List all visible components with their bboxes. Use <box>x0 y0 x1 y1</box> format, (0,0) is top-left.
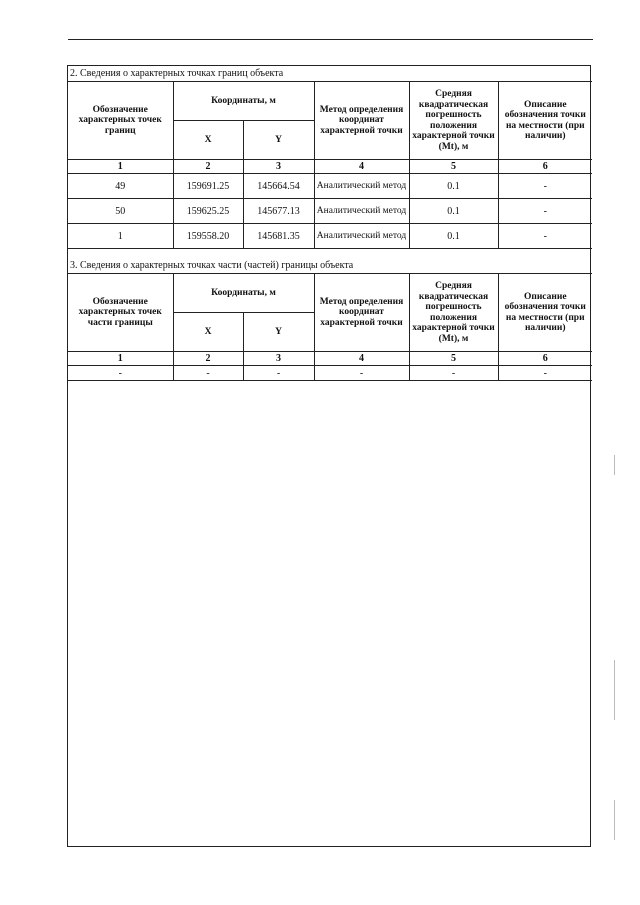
coord-y: 145677.13 <box>243 199 314 224</box>
header-y: Y <box>243 313 314 352</box>
error-value: - <box>409 366 498 381</box>
table-part-boundary-points <box>68 258 592 381</box>
column-number-row <box>68 352 592 366</box>
method: Аналитический метод <box>314 199 409 224</box>
column-number: 2 <box>173 160 243 174</box>
column-number-row <box>68 160 592 174</box>
column-number: 2 <box>173 352 243 366</box>
header-coordinates: Координаты, м <box>173 82 314 121</box>
coord-x: 159691.25 <box>173 174 243 199</box>
coord-x: 159558.20 <box>173 224 243 249</box>
point-id: 50 <box>68 199 173 224</box>
column-number: 1 <box>68 352 173 366</box>
scan-edge-mark <box>614 800 615 840</box>
top-rule <box>68 39 593 40</box>
header-y: Y <box>243 121 314 160</box>
point-description: - <box>498 199 592 224</box>
scan-edge-mark <box>614 660 615 720</box>
column-number: 5 <box>409 160 498 174</box>
table-row <box>68 174 592 199</box>
table-row <box>68 199 592 224</box>
header-designation: Обозначение характерных точек границ <box>68 82 173 160</box>
column-number: 5 <box>409 352 498 366</box>
column-number: 4 <box>314 352 409 366</box>
header-error: Средняя квадратическая погрешность положения характерной точки (Mt), м <box>409 82 498 160</box>
table-row <box>68 366 592 381</box>
error-value: 0.1 <box>409 199 498 224</box>
header-description: Описание обозначения точки на местности (при наличии) <box>498 274 592 352</box>
header-description: Описание обозначения точки на местности (при наличии) <box>498 82 592 160</box>
header-designation: Обозначение характерных точек части границы <box>68 274 173 352</box>
column-number: 6 <box>498 160 592 174</box>
header-x: X <box>173 121 243 160</box>
method: Аналитический метод <box>314 174 409 199</box>
table-row <box>68 224 592 249</box>
document-frame <box>67 65 591 847</box>
point-id: 49 <box>68 174 173 199</box>
section-caption: 2. Сведения о характерных точках границ объекта <box>68 66 592 82</box>
point-description: - <box>498 366 592 381</box>
method: - <box>314 366 409 381</box>
column-number: 3 <box>243 352 314 366</box>
coord-y: 145664.54 <box>243 174 314 199</box>
coord-y: 145681.35 <box>243 224 314 249</box>
column-number: 4 <box>314 160 409 174</box>
header-method: Метод определения координат характерной точки <box>314 274 409 352</box>
header-error: Средняя квадратическая погрешность положения характерной точки (Mt), м <box>409 274 498 352</box>
table-boundary-points <box>68 66 592 249</box>
scan-edge-mark <box>614 455 615 475</box>
header-method: Метод определения координат характерной точки <box>314 82 409 160</box>
header-x: X <box>173 313 243 352</box>
column-number: 6 <box>498 352 592 366</box>
point-description: - <box>498 224 592 249</box>
coord-y: - <box>243 366 314 381</box>
error-value: 0.1 <box>409 174 498 199</box>
column-number: 1 <box>68 160 173 174</box>
section-caption: 3. Сведения о характерных точках части (частей) границы объекта <box>68 258 592 274</box>
error-value: 0.1 <box>409 224 498 249</box>
coord-x: 159625.25 <box>173 199 243 224</box>
point-id: 1 <box>68 224 173 249</box>
point-description: - <box>498 174 592 199</box>
coord-x: - <box>173 366 243 381</box>
point-id: - <box>68 366 173 381</box>
column-number: 3 <box>243 160 314 174</box>
method: Аналитический метод <box>314 224 409 249</box>
header-coordinates: Координаты, м <box>173 274 314 313</box>
